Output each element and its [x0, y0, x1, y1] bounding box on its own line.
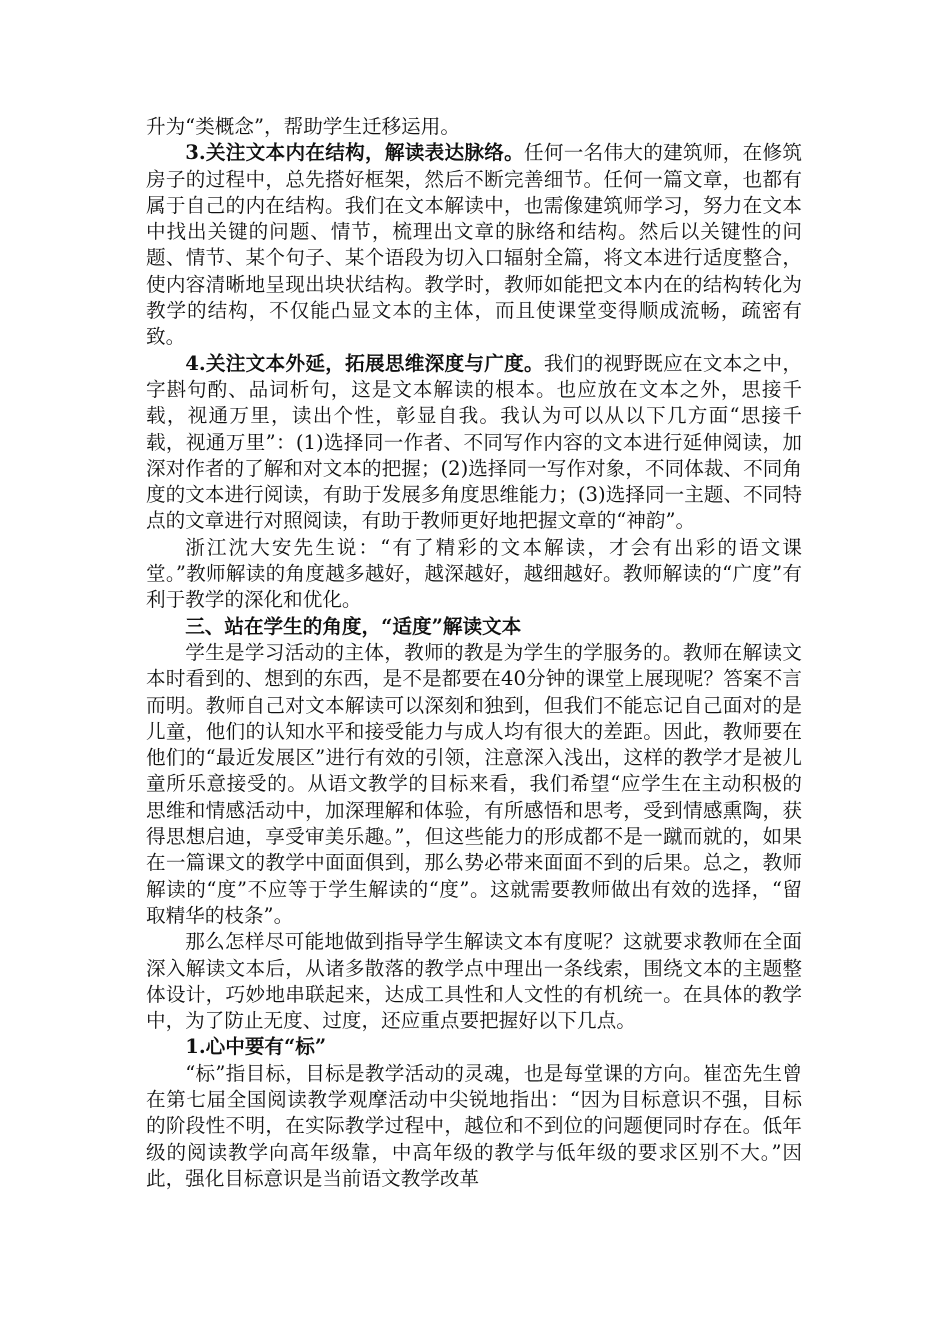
paragraph-text: 学生是学习活动的主体，教师的教是为学生的学服务的。教师在解读文本时看到的、想到的东西，是不是都要在40分钟的课堂上展现呢？答案不言而明。教师自己对文本解读可以深刻和独到，但我们不能忘记自己面对的是儿童，他们的认知水平和接受能力与成人均有很大的差距。因此，教师要在他们的“最近发展区”进行有效的引领，注意深入浅出，这样的教学才是被儿童所乐意接受的。从语文教学的目标来看，我们希望“应学生在主动积极的思维和情感活动中，加深理解和体验，有所感悟和思考，受到情感熏陶，获得思想启迪，享受审美乐趣。”，但这些能力的形成都不是一蹴而就的，如果在一篇课文的教学中面面俱到，那么势必带来面面不到的后果。总之，教师解读的“度”不应等于学生解读的“度”。这就需要教师做出有效的选择，“留取精华的枝条”。: [146, 640, 802, 927]
subsection-heading: 1.心中要有“标”: [185, 1035, 327, 1059]
paragraph-text: 升为“类概念”，帮助学生迁移运用。: [146, 115, 460, 138]
paragraph-goal: [146, 1061, 802, 1192]
paragraph-extension: [146, 351, 802, 535]
paragraph-quote: [146, 535, 802, 614]
paragraph-text: “标”指目标，目标是教学活动的灵魂，也是每堂课的方向。崔峦先生曾在第七届全国阅读教学观摩活动中尖锐地指出：“因为目标意识不强，目标的阶段性不明，在实际教学过程中，越位和不到位的问题便同时存在。低年级的阅读教学向高年级靠，中高年级的教学与低年级的要求区别不大。”因此，强化目标意识是当前语文教学改革: [146, 1061, 802, 1190]
paragraph-text: 浙江沈大安先生说：“有了精彩的文本解读，才会有出彩的语文课堂。”教师解读的角度越多越好，越深越好，越细越好。教师解读的“广度”有利于教学的深化和优化。: [146, 535, 802, 612]
paragraph-lead: 3.关注文本内在结构，解读表达脉络。: [185, 141, 524, 165]
paragraph-student-role: [146, 640, 802, 929]
document-page: [146, 114, 802, 1192]
paragraph-how-to: [146, 929, 802, 1034]
paragraph-lead: 4.关注文本外延，拓展思维深度与广度。: [185, 351, 544, 375]
paragraph-text: 我们的视野既应在文本之中，字斟句酌、品词析句，这是文本解读的根本。也应放在文本之外，思接千载，视通万里，读出个性，彰显自我。我认为可以从以下几方面“思接千载，视通万里”：(1)选择同一作者、不同写作内容的文本进行延伸阅读，加深对作者的了解和对文本的把握；(2)选择同一写作对象，不同体裁、不同角度的文本进行阅读，有助于发展多角度思维能力；(3)选择同一主题、不同特点的文章进行对照阅读，有助于教师更好地把握文章的“神韵”。: [146, 351, 802, 533]
paragraph-text: 任何一名伟大的建筑师，在修筑房子的过程中，总先搭好框架，然后不断完善细节。任何一篇文章，也都有属于自己的内在结构。我们在文本解读中，也需像建筑师学习，努力在文本中找出关键的问题、情节，梳理出文章的脉络和结构。然后以关键性的问题、情节、某个句子、某个语段为切入口辐射全篇，将文本进行适度整合，使内容清晰地呈现出块状结构。教学时，教师如能把文本内在的结构转化为教学的结构，不仅能凸显文本的主体，而且使课堂变得顺成流畅，疏密有致。: [146, 141, 802, 349]
paragraph-text: 那么怎样尽可能地做到指导学生解读文本有度呢？这就要求教师在全面深入解读文本后，从诸多散落的教学点中理出一条线索，围绕文本的主题整体设计，巧妙地串联起来，达成工具性和人文性的有机统一。在具体的教学中，为了防止无度、过度，还应重点要把握好以下几点。: [146, 930, 802, 1033]
paragraph-structure: [146, 140, 802, 350]
paragraph-continuation: [146, 114, 802, 140]
section-heading: 三、站在学生的角度，“适度”解读文本: [185, 614, 522, 638]
